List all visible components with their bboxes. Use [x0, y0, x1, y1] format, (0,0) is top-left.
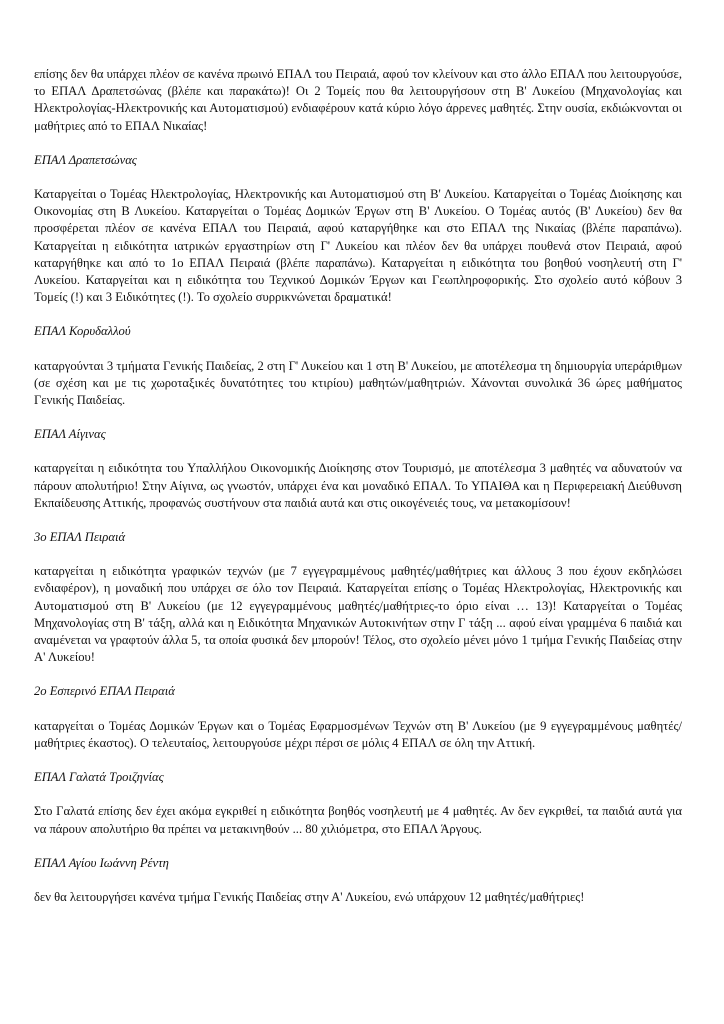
- section-heading-galatas-troizinia: ΕΠΑΛ Γαλατά Τροιζηνίας: [34, 770, 164, 785]
- section-text-3rd-epal-piraeus: καταργείται η ειδικότητα γραφικών τεχνών (με 7 εγγεγραμμένους μαθητές/μαθήτριες και άλλους 3 που έχουν εκδηλώσει ενδιαφέρον), η μοναδική που υπάρχει σε όλο τον Πειραιά. Καταργείται επίσης ο Τομέας Ηλεκτρολογίας, Ηλεκτρονικής και Αυτοματισμού στη Β' Λυκείου (με 12 εγγεγραμμένους μαθητές/μαθήτριες-το όριο είναι … 13)! Καταργείται ο Τομέας Μηχανολογίας στη Β' τάξη, αλλά και η Ειδικότητα Μηχανικών Αυτοκινήτων στην Γ τάξη ... αφού είναι γραμμένα 6 παιδιά και αναμένεται να γραφτούν άλλα 5, τα οποία φυσικά δεν μπορούν! Τέλος, στο σχολείο μένει μόνο 1 τμήμα Γενικής Παιδείας στην Α' Λυκείου!: [34, 564, 682, 665]
- section-heading-drapetsona: ΕΠΑΛ Δραπετσώνας: [34, 152, 137, 167]
- intro-paragraph: επίσης δεν θα υπάρχει πλέον σε κανένα πρωινό ΕΠΑΛ του Πειραιά, αφού τον κλείνουν και στο άλλο ΕΠΑΛ που λειτουργούσε, το ΕΠΑΛ Δραπετσώνας (βλέπε και παρακάτω)! Οι 2 Τομείς που θα λειτουργήσουν στη Β' Λυκείου (Μηχανολογίας και Ηλεκτρολογίας-Ηλεκτρονικής και Αυτοματισμού) ενδιαφέρουν κατά κύριο λόγο άρρενες μαθητές. Στην ουσία, εκδιώκνονται οι μαθήτριες από το ΕΠΑΛ Νικαίας!: [34, 67, 682, 133]
- section-heading-agios-ioannis-rentis: ΕΠΑΛ Αγίου Ιωάννη Ρέντη: [34, 855, 169, 870]
- section-text-galatas-troizinia: Στο Γαλατά επίσης δεν έχει ακόμα εγκριθεί η ειδικότητα βοηθός νοσηλευτή με 4 μαθητές. Αν δεν εγκριθεί, τα παιδιά αυτά για να πάρουν απολυτήριο θα πρέπει να μετακινηθούν ... 80 χιλιόμετρα, στο ΕΠΑΛ Άργους.: [34, 804, 682, 836]
- document-page: [34, 66, 682, 906]
- section-text-drapetsona: Καταργείται ο Τομέας Ηλεκτρολογίας, Ηλεκτρονικής και Αυτοματισμού στη Β' Λυκείου. Καταργείται ο Τομέας Διοίκησης και Οικονομίας στη Β Λυκείου. Καταργείται ο Τομέας Δομικών Έργων στη Β' Λυκείου. Ο Τομέας αυτός (Β' Λυκείου) δεν θα προσφέρεται πλέον σε κανένα ΕΠΑΛ του Πειραιά, αφού καταργήθηκε και στο ΕΠΑΛ της Νικαίας (βλέπε παραπάνω). Καταργείται η ειδικότητα ιατρικών εργαστηρίων στη Γ' Λυκείου και πλέον δεν θα υπάρχει πουθενά στον Πειραιά, αφού καταργήθηκε και από το 1ο ΕΠΑΛ Πειραιά (βλέπε παραπάνω). Καταργείται η ειδικότητα του βοηθού νοσηλευτή στη Γ' Λυκείου. Καταργείται και η ειδικότητα του Τεχνικού Δομικών Έργων και Γεωπληροφορικής. Στο σχολείο αυτό κόβουν 3 Τομείς (!) και 3 Ειδικότητες (!). Το σχολείο συρρικνώνεται δραματικά!: [34, 187, 682, 305]
- section-text-agios-ioannis-rentis: δεν θα λειτουργήσει κανένα τμήμα Γενικής Παιδείας στην Α' Λυκείου, ενώ υπάρχουν 12 μαθητές/μαθήτριες!: [34, 889, 585, 904]
- section-heading-3rd-epal-piraeus: 3ο ΕΠΑΛ Πειραιά: [34, 530, 126, 545]
- section-text-2nd-evening-epal-piraeus: καταργείται ο Τομέας Δομικών Έργων και ο Τομέας Εφαρμοσμένων Τεχνών στη Β' Λυκείου (με 9 εγγεγραμμένους μαθητές/μαθήτριες έκαστος). Ο τελευταίος, λειτουργούσε μέχρι πέρσι σε μόλις 4 ΕΠΑΛ σε όλη την Αττική.: [34, 718, 682, 750]
- section-text-aegina: καταργείται η ειδικότητα του Υπαλλήλου Οικονομικής Διοίκησης στον Τουρισμό, με αποτέλεσμα 3 μαθητές να αδυνατούν να πάρουν απολυτήριο! Στην Αίγινα, ως γνωστόν, υπάρχει ένα και μοναδικό ΕΠΑΛ. Το ΥΠΑΙΘΑ και η Περιφερειακή Διεύθυνση Εκπαίδευσης Αττικής, προφανώς συστήνουν στα παιδιά αυτά και στις οικογένειές τους, να μετακομίσουν!: [34, 461, 682, 510]
- section-heading-aegina: ΕΠΑΛ Αίγινας: [34, 427, 106, 442]
- section-heading-2nd-evening-epal-piraeus: 2ο Εσπερινό ΕΠΑΛ Πειραιά: [34, 684, 175, 699]
- section-text-korydallos: καταργούνται 3 τμήματα Γενικής Παιδείας, 2 στη Γ' Λυκείου και 1 στη Β' Λυκείου, με αποτέλεσμα τη δημιουργία υπεράριθμων (σε σχέση και με τις χωροταξικές δυνατότητες του κτιρίου) μαθητών/μαθητριών. Χάνονται συνολικά 36 ώρες μαθήματος Γενικής Παιδείας.: [34, 358, 682, 408]
- section-heading-korydallos: ΕΠΑΛ Κορυδαλλού: [34, 324, 131, 339]
